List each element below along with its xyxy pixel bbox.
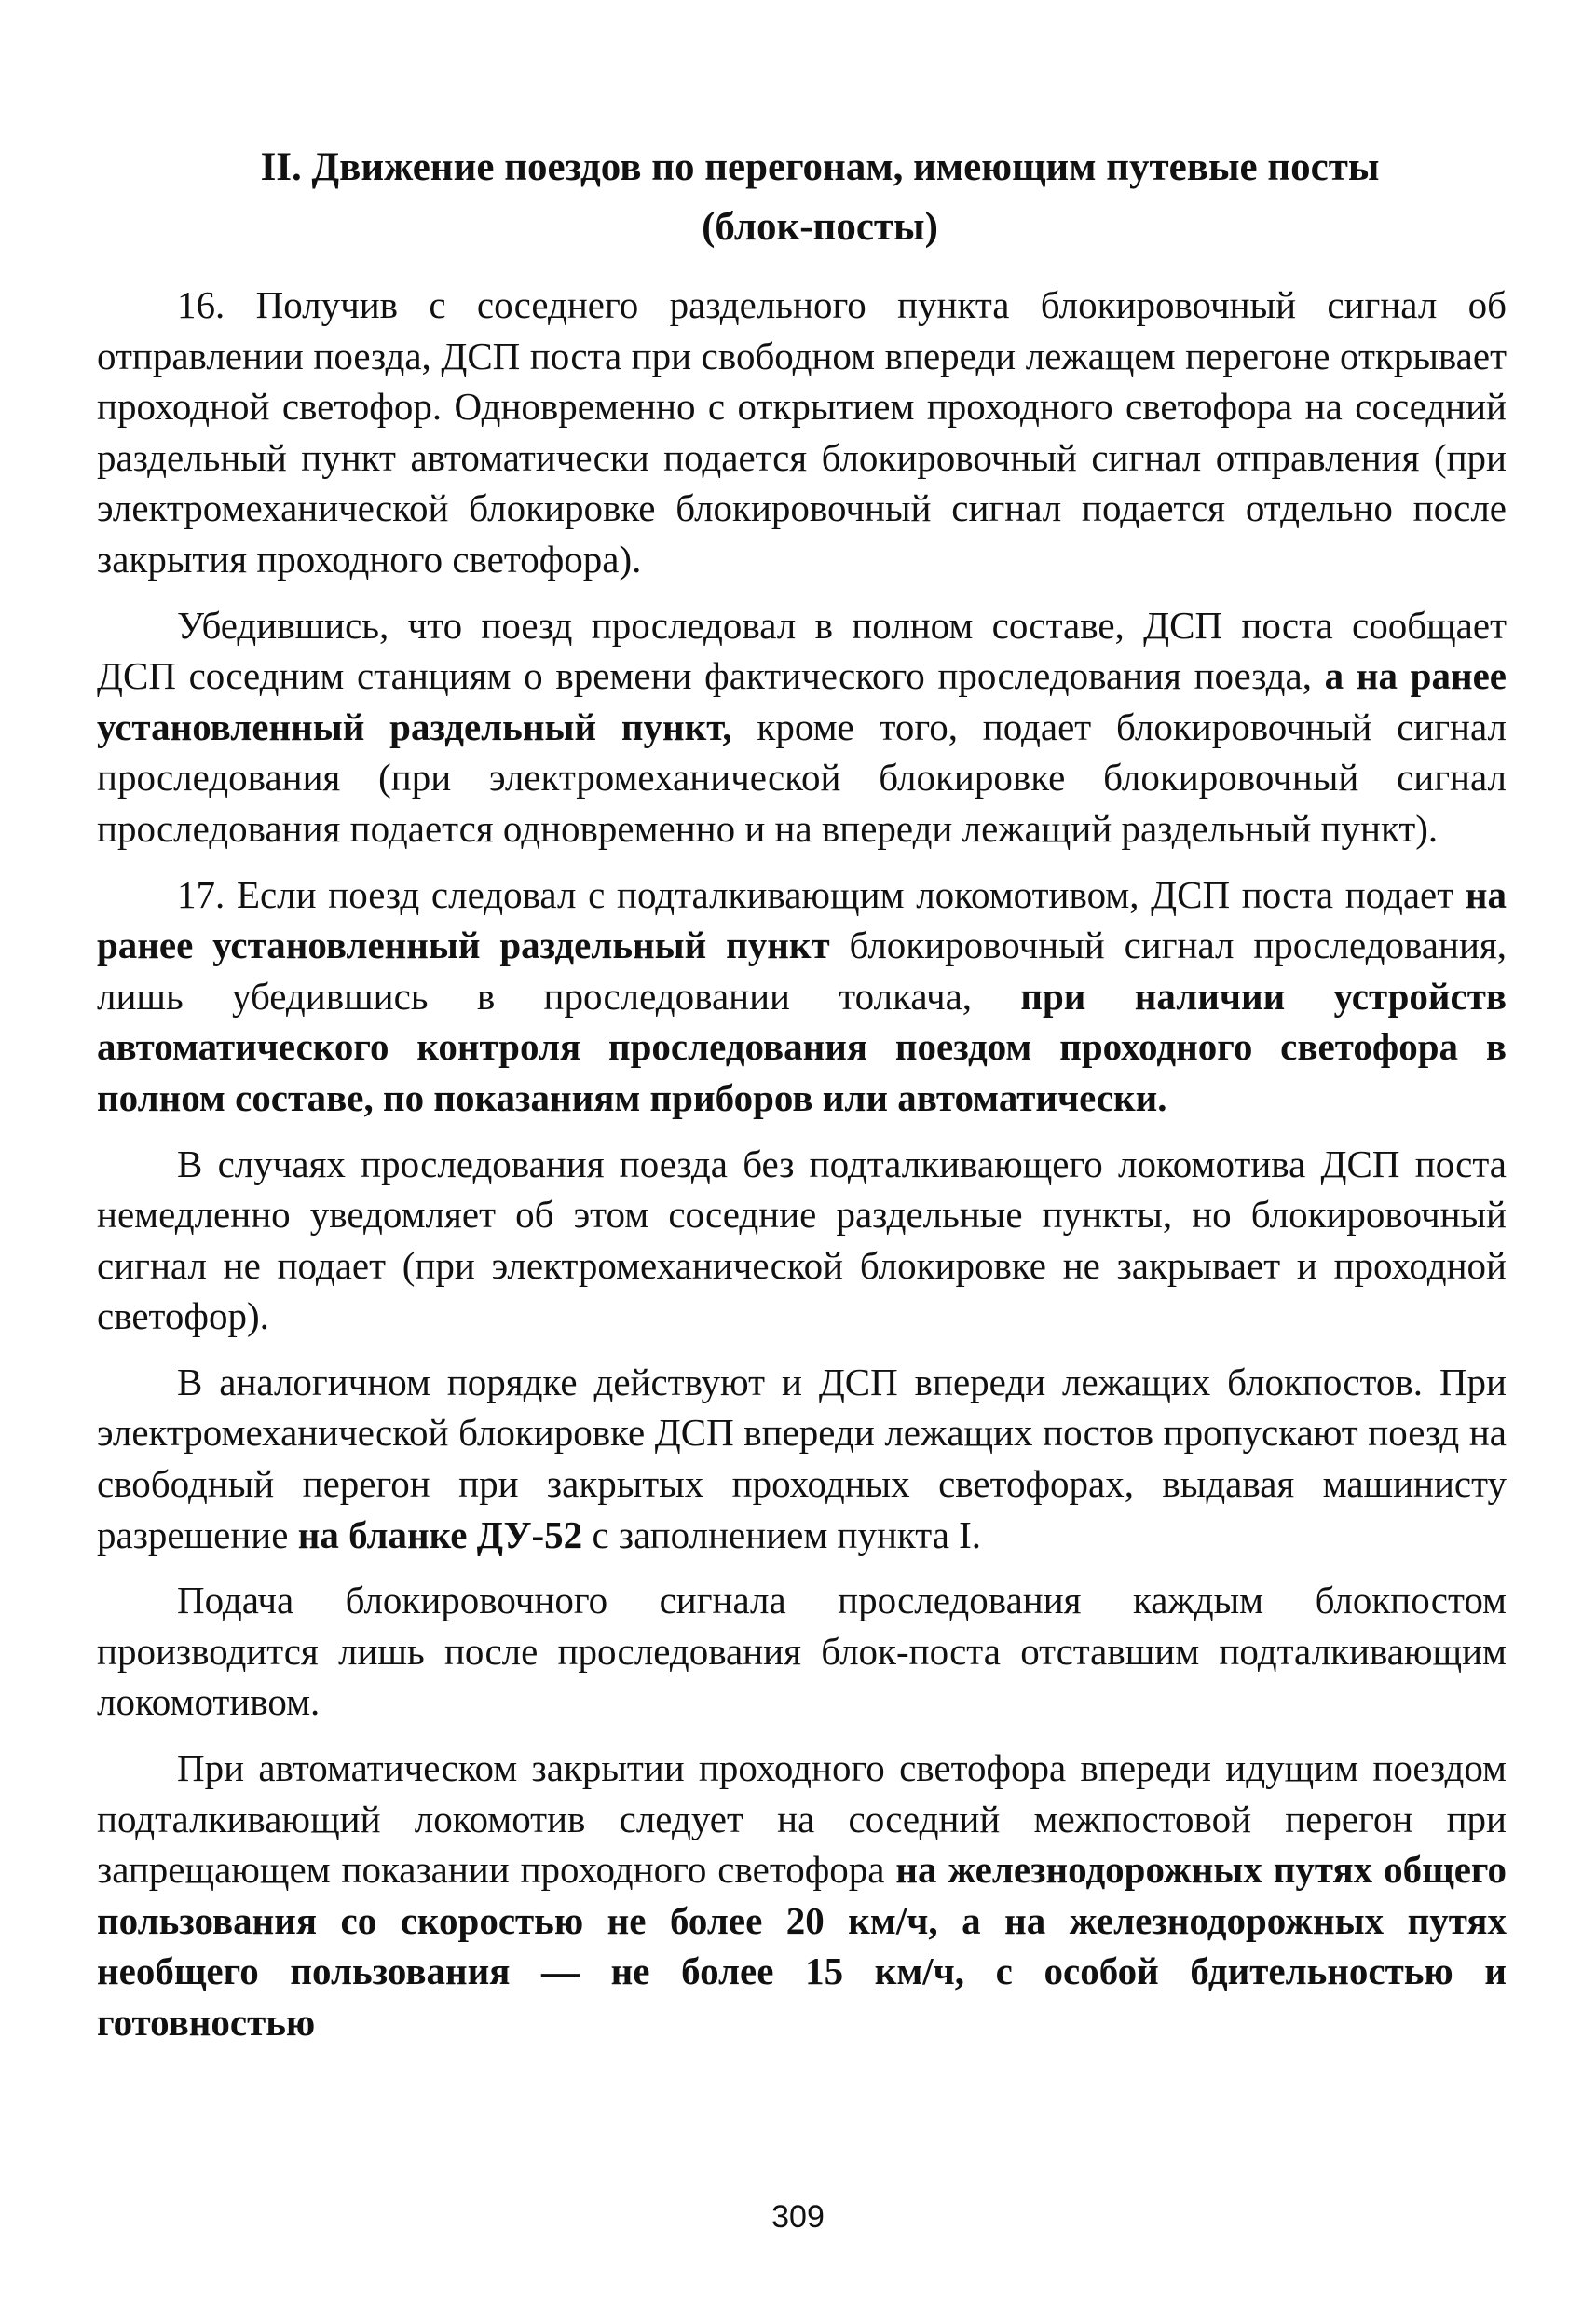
text-run: с заполнением пункта I. bbox=[582, 1512, 982, 1556]
page-number: 309 bbox=[771, 2199, 825, 2235]
text-run: 17. Если поезд следовал с подталкивающим локомотивом, ДСП поста подает bbox=[177, 872, 1466, 916]
bold-text-run: на ранее установленный раздельный пункт bbox=[97, 872, 1507, 967]
paragraph bbox=[97, 600, 1507, 855]
paragraph bbox=[97, 869, 1507, 1124]
text-run: При автоматическом закрытии проходного светофора впереди идущим поездом подталкивающий локомотив следует на соседний межпостовой перегон при запрещающем показании проходного светофора bbox=[97, 1746, 1507, 1892]
section-heading-line-1: II. Движение поездов по перегонам, имеющим путевые посты bbox=[260, 145, 1380, 189]
paragraph bbox=[97, 280, 1507, 585]
bold-text-run: на железнодорожных путях общего пользования со скоростью не более 20 км/ч, а на железнодорожных путях необщего пользования — не более 15 км/ч, с особой бдительностью и готовностью bbox=[97, 1848, 1507, 2044]
text-run: Убедившись, что поезд проследовал в полном составе, ДСП поста сообщает ДСП соседним станциям о времени фактического проследования поезда, bbox=[97, 603, 1507, 698]
text-run: 16. Получив с соседнего раздельного пункта блокировочный сигнал об отправлении поезда, ДСП поста при свободном впереди лежащем перегоне открывает проходной светофор. Одновременно с открытием проходного светофора на соседний раздельный пункт автоматически подается блокировочный сигнал отправления (при электромеханической блокировке блокировочный сигнал подается отдельно после закрытия проходного светофора). bbox=[97, 283, 1507, 581]
text-run: блокировочный сигнал проследования, лишь убедившись в проследовании толкача, bbox=[97, 923, 1507, 1018]
paragraph bbox=[97, 1743, 1507, 2048]
paragraph bbox=[97, 1575, 1507, 1728]
section-heading bbox=[93, 138, 1547, 257]
paragraph bbox=[97, 1357, 1507, 1560]
bold-text-run: на бланке ДУ-52 bbox=[297, 1512, 583, 1556]
body-text bbox=[97, 280, 1507, 2063]
text-run: В аналогичном порядке действуют и ДСП впереди лежащих блокпостов. При электромеханической блокировке ДСП впереди лежащих постов пропускают поезд на свободный перегон при закрытых проходных светофорах, выдавая машинисту разрешение bbox=[97, 1360, 1507, 1556]
bold-text-run: при наличии устройств автоматического контроля проследования поездом проходного светофора в полном составе, по показаниям приборов или автоматически. bbox=[97, 974, 1507, 1119]
text-run: Подача блокировочного сигнала проследования каждым блокпостом производится лишь после проследования блок-поста отставшим подталкивающим локомотивом. bbox=[97, 1579, 1507, 1724]
text-run: кроме того, подает блокировочный сигнал проследования (при электромеханической блокировке блокировочный сигнал проследования подается одновременно и на впереди лежащий раздельный пункт). bbox=[97, 705, 1507, 850]
text-run: В случаях проследования поезда без подталкивающего локомотива ДСП поста немедленно уведомляет об этом соседние раздельные пункты, но блокировочный сигнал не подает (при электромеханической блокировке не закрывает и проходной светофор). bbox=[97, 1142, 1507, 1338]
bold-text-run: а на ранее установленный раздельный пункт, bbox=[97, 654, 1507, 748]
paragraph bbox=[97, 1139, 1507, 1342]
section-heading-line-2: (блок-посты) bbox=[702, 205, 938, 249]
